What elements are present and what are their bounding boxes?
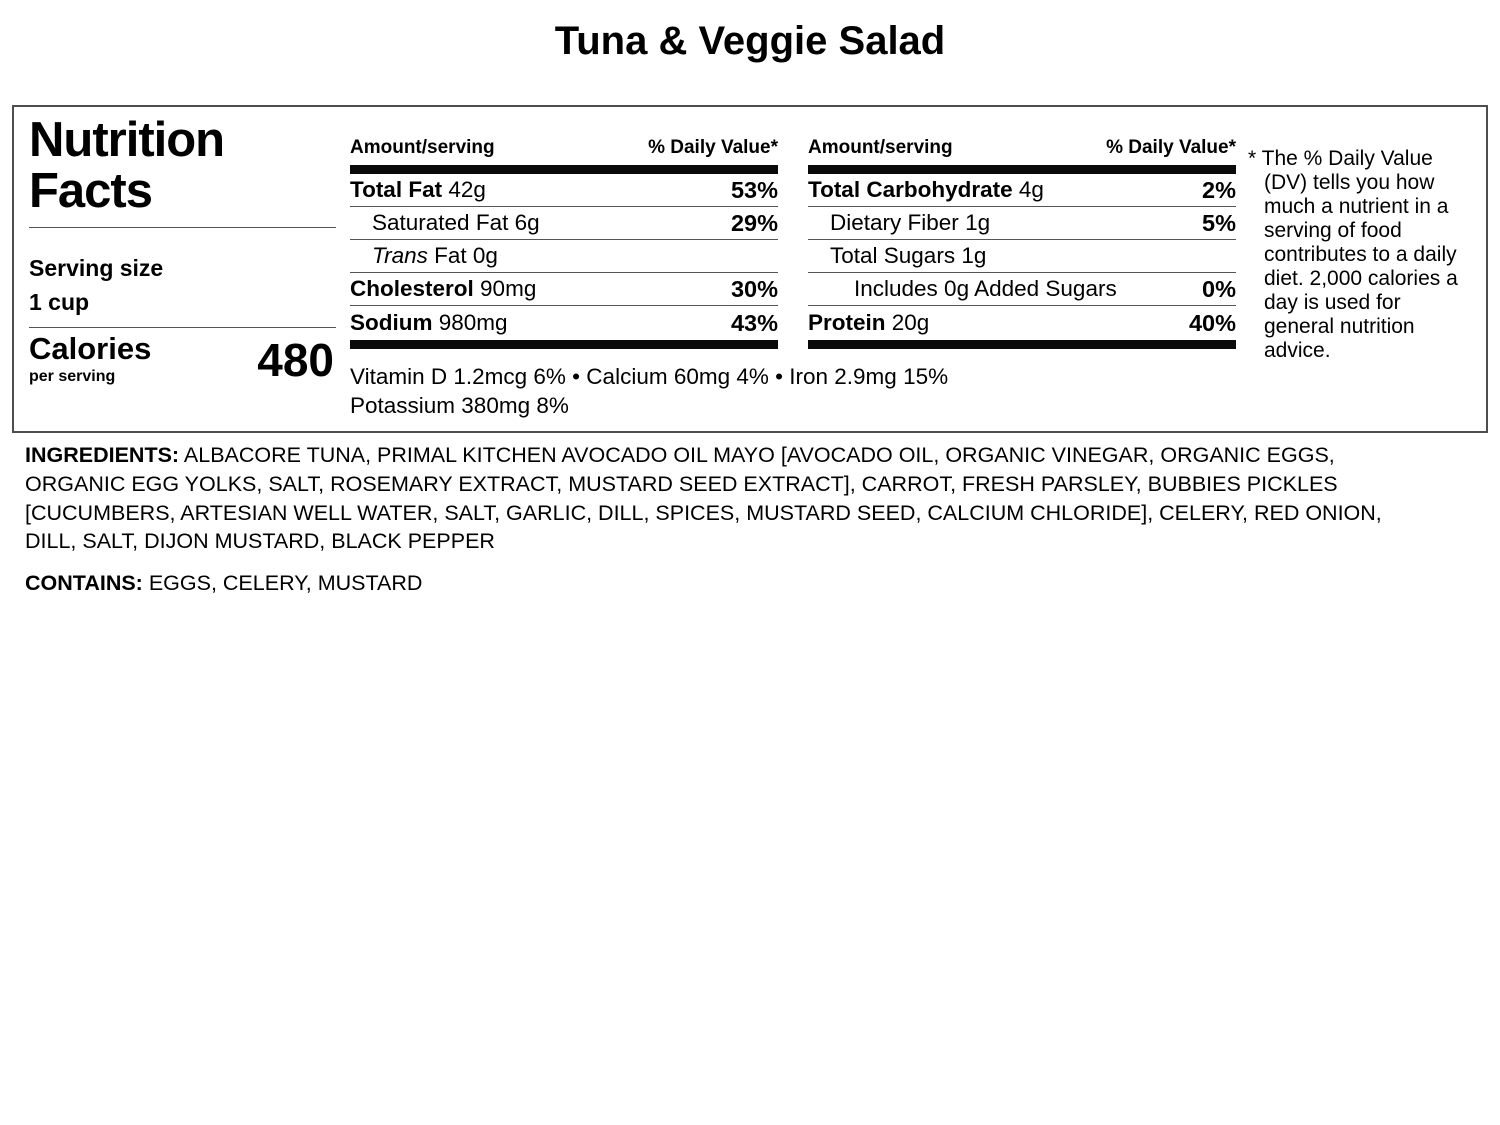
daily-value-footnote [1248,107,1473,431]
nutrient-label: Dietary Fiber [830,210,959,235]
nutrient-row-cholesterol [350,273,778,306]
divider [808,340,1236,349]
serving-size-label: Serving size [29,254,164,281]
nutrient-amount: 90mg [480,276,537,301]
daily-value-percent: 2% [1202,176,1236,203]
nutrient-label: Total Sugars [830,243,956,268]
column-header [808,137,1236,165]
ingredients-text: ALBACORE TUNA, PRIMAL KITCHEN AVOCADO OIL MAYO [AVOCADO OIL, ORGANIC VINEGAR, ORGANIC EGGS, ORGANIC EGG YOLKS, SALT, ROSEMARY EXTRACT, MUSTARD SEED EXTRACT], CARROT, FRESH PARSLEY, BUBBIES PICKLES [CUCUMBERS, ARTESIAN WELL WATER, SALT, GARLIC, DILL, SPICES, MUSTARD SEED, CALCIUM CHLORIDE], CELERY, RED ONION, DILL, SALT, DIJON MUSTARD, BLACK PEPPER [25,443,1382,554]
nutrient-label: Includes 0g Added Sugars [854,276,1117,301]
nutrient-row-saturated-fat [350,207,778,240]
serving-size-value: 1 cup [29,288,90,315]
nutrient-name [808,210,990,236]
nutrient-row-trans-fat [350,240,778,273]
nutrient-columns-row [350,137,1236,349]
calories-block [29,333,336,387]
micronutrients [350,363,1236,421]
divider [808,165,1236,174]
nutrient-amount: 20g [891,310,930,335]
nutrient-row-total-carbohydrate [808,174,1236,207]
footnote-text: * The % Daily Value (DV) tells you how much a nutrient in a serving of food contributes to a daily diet. 2,000 calories a day is used for general nutrition advice. [1248,147,1458,363]
nutrient-row-added-sugars [808,273,1236,306]
daily-value-percent: 30% [730,275,778,302]
nutrient-column-1 [350,137,778,349]
divider [350,340,778,349]
calories-text [29,333,151,386]
micronutrients-line-1: Vitamin D 1.2mcg 6% • Calcium 60mg 4% • Iron 2.9mg 15% [350,364,949,389]
nutrient-name [350,177,486,203]
column-header [350,137,778,165]
allergen-section [25,571,1410,596]
column-header-amount: Amount/serving [350,137,495,158]
allergen-label: CONTAINS: [25,571,143,596]
nutrient-name [350,210,540,236]
nutrient-amount: 4g [1018,177,1044,202]
calories-subtext: per serving [29,368,116,386]
calories-label: Calories [29,331,152,367]
divider [29,227,336,228]
nutrient-name [350,310,508,336]
column-header-amount: Amount/serving [808,137,953,158]
nutrient-name [808,276,1117,302]
nutrient-name [808,177,1044,203]
nutrient-column-2 [808,137,1236,349]
daily-value-percent: 5% [1202,209,1236,236]
nutrient-columns-area [350,107,1236,431]
serving-size-block [29,255,336,316]
daily-value-percent: 53% [730,176,778,203]
nutrition-facts-panel [14,107,350,431]
nutrient-amount: Fat 0g [434,243,498,268]
ingredients-section [25,441,1410,556]
nutrient-label: Trans [372,243,428,268]
nutrient-amount: 6g [514,210,540,235]
nutrient-label: Cholesterol [350,276,474,301]
divider [29,327,336,328]
nutrient-label: Saturated Fat [372,210,509,235]
nutrient-name [808,243,986,269]
nutrient-label: Total Carbohydrate [808,177,1013,202]
nutrient-label: Total Fat [350,177,443,202]
nutrient-row-protein [808,306,1236,340]
nutrient-row-sodium [350,306,778,340]
nutrient-amount: 1g [965,210,991,235]
nutrition-label [12,105,1488,433]
nutrient-amount: 1g [961,243,987,268]
ingredients-label: INGREDIENTS: [25,443,180,467]
heading-line-1: Nutrition [29,113,225,167]
nutrient-amount: 42g [448,177,486,202]
daily-value-percent: 0% [1202,275,1236,302]
nutrient-name [350,243,498,269]
column-header-daily-value: % Daily Value* [1106,137,1236,158]
nutrient-name [350,276,536,302]
micronutrients-line-2: Potassium 380mg 8% [350,392,569,418]
nutrient-row-total-sugars [808,240,1236,273]
allergen-text: EGGS, CELERY, MUSTARD [148,571,423,596]
nutrition-facts-heading [29,115,336,218]
daily-value-percent: 40% [1188,309,1236,336]
nutrient-row-dietary-fiber [808,207,1236,240]
page-title: Tuna & Veggie Salad [554,19,946,63]
nutrient-label: Protein [808,310,886,335]
nutrient-row-total-fat [350,174,778,207]
nutrient-name [808,310,929,336]
daily-value-percent: 43% [730,309,778,336]
daily-value-percent: 29% [730,209,778,236]
calories-value: 480 [257,333,334,386]
divider [350,165,778,174]
nutrient-amount: 980mg [438,310,508,335]
column-header-daily-value: % Daily Value* [648,137,778,158]
heading-line-2: Facts [29,164,153,219]
nutrient-label: Sodium [350,310,433,335]
